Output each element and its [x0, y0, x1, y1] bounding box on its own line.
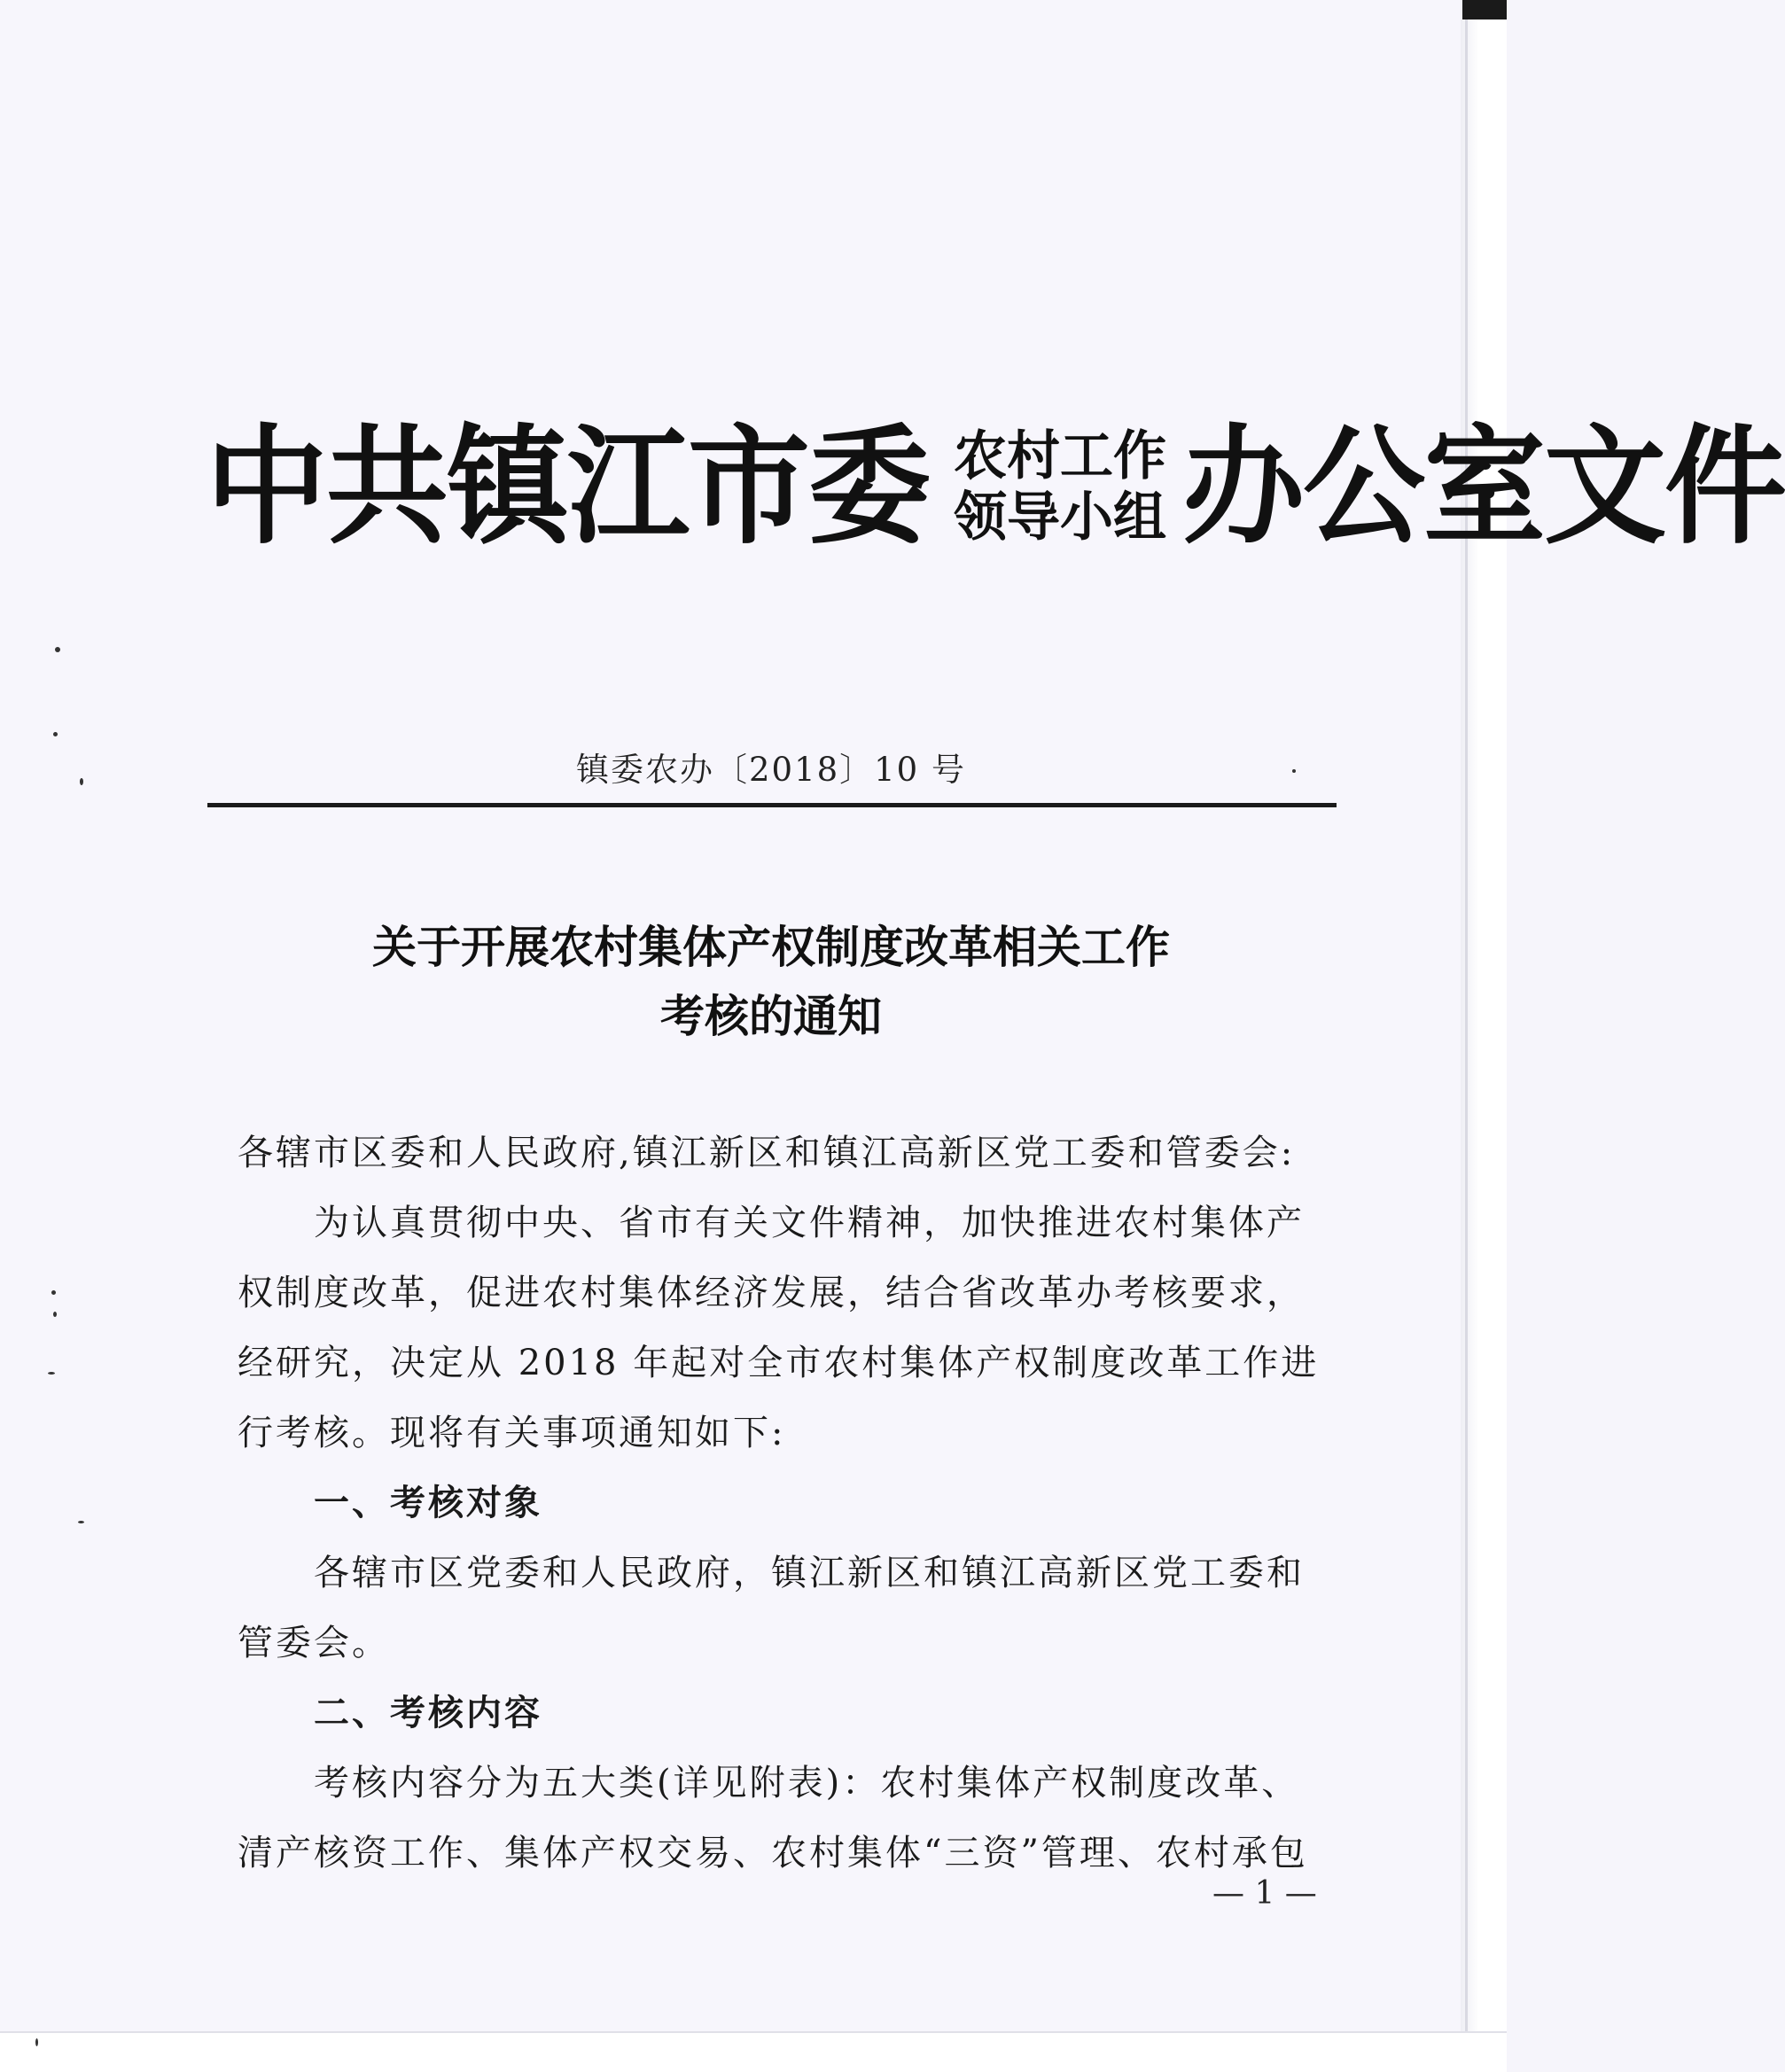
document-header [206, 408, 1785, 567]
scan-speck [35, 2038, 38, 2046]
header-issuer-middle [954, 426, 1166, 549]
scan-speck [78, 1521, 84, 1523]
scan-speck [53, 1312, 57, 1317]
scan-speck [48, 1372, 55, 1375]
scan-speck [55, 647, 60, 652]
section2-heading: 二、考核内容 [314, 1693, 542, 1733]
header-issuer-right: 办公室文件 [1182, 411, 1785, 562]
title-line1: 关于开展农村集体产权制度改革相关工作 [372, 922, 1170, 973]
scan-speck [51, 1290, 56, 1295]
document-title [0, 913, 1542, 1051]
title-line2: 考核的通知 [660, 991, 882, 1042]
header-divider [207, 803, 1337, 807]
page-edge-bottom [0, 2031, 1507, 2072]
section2-paragraph: 考核内容分为五大类(详见附表)：农村集体产权制度改革、清产核资工作、集体产权交易、农村集体“三资”管理、农村承包 [238, 1763, 1308, 1873]
salutation: 各辖市区委和人民政府,镇江新区和镇江高新区党工委和管委会: [238, 1133, 1296, 1173]
scan-speck [53, 732, 58, 736]
section1-heading: 一、考核对象 [314, 1483, 542, 1523]
document-number: 镇委农办〔2018〕10 号 [575, 751, 966, 789]
header-middle-line2: 领导小组 [954, 487, 1167, 549]
header-issuer-left: 中共镇江市委 [206, 411, 930, 562]
header-middle-line1: 农村工作 [954, 425, 1167, 487]
intro-paragraph: 为认真贯彻中央、省市有关文件精神，加快推进农村集体产权制度改革，促进农村集体经济发展，结合省改革办考核要求，经研究，决定从 2018 年起对全市农村集体产权制度改革工作进行考核。现将有关事项通知如下: [238, 1203, 1320, 1453]
scan-corner-mark [1462, 0, 1507, 19]
document-body [238, 1118, 1329, 1889]
page-number: — 1 — [1212, 1875, 1317, 1912]
section1-paragraph: 各辖市区党委和人民政府，镇江新区和镇江高新区党工委和管委会。 [238, 1553, 1305, 1663]
